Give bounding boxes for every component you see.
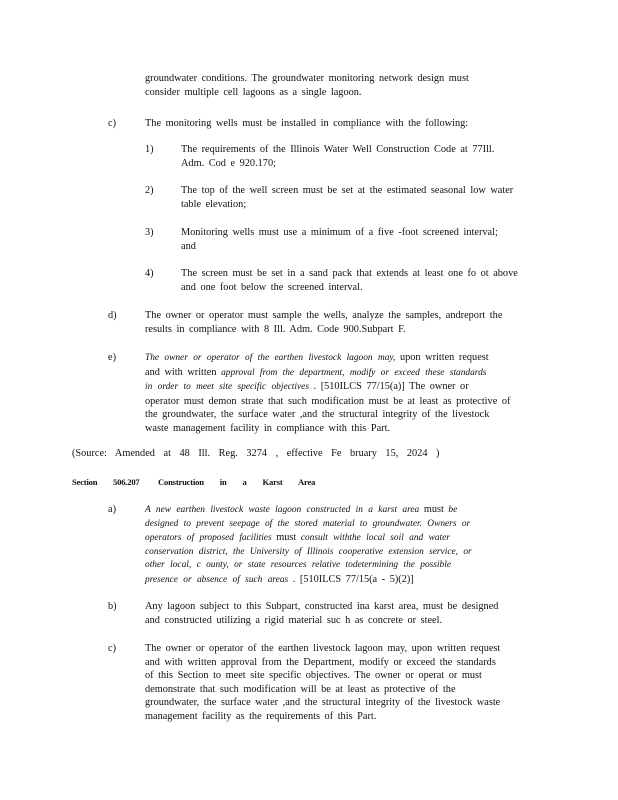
text-line: The top of the well screen must be set at the estimated seasonal low water bbox=[181, 185, 514, 196]
section-number: 506.207 bbox=[113, 477, 140, 487]
text-line: results in compliance with 8 Ill. Adm. Code 900.Subpart F. bbox=[145, 323, 406, 335]
text-line: conservation district, the University of Illinois cooperative extension service, or bbox=[145, 546, 472, 557]
text-line: operator must demon strate that such modification must be at least as protective of bbox=[145, 395, 511, 407]
italic-run: in order to meet site specific objectives bbox=[145, 382, 309, 393]
text-line: Monitoring wells must use a minimum of a five -foot screened interval; bbox=[181, 227, 498, 238]
sec-a-text bbox=[145, 503, 472, 588]
text-line: waste management facility in compliance with this Part. bbox=[145, 422, 391, 434]
text-line: of this Section to meet site specific objectives. The owner or operat or must bbox=[145, 670, 482, 682]
text-line: the groundwater, the surface water ,and the structural integrity of the livestock bbox=[145, 409, 490, 421]
text-line: The owner or operator must sample the wells, analyze the samples, andreport the bbox=[145, 310, 503, 321]
italic-run: A new earthen livestock waste lagoon constructed in a karst area bbox=[145, 505, 420, 515]
item-e-text bbox=[145, 351, 510, 436]
subitem-2-label: 2) bbox=[145, 185, 154, 196]
subitem-2-text bbox=[181, 184, 513, 211]
text-line: and constructed utilizing a rigid material suc h as concrete or steel. bbox=[145, 614, 443, 626]
text-line bbox=[145, 531, 472, 546]
text-line bbox=[145, 380, 510, 395]
text-line: Adm. Cod e 920.170; bbox=[181, 157, 276, 169]
plain-run: and with bbox=[145, 366, 183, 378]
item-d-label: d) bbox=[108, 310, 117, 321]
text-line: groundwater, the surface water ,and the structural integrity of the livestock waste bbox=[145, 697, 501, 709]
item-c-label: c) bbox=[108, 118, 116, 129]
sec-b-text bbox=[145, 600, 498, 627]
section-prefix: Section bbox=[72, 477, 98, 487]
plain-run: must bbox=[276, 532, 297, 544]
text-line: Any lagoon subject to this Subpart, constructed ina karst area, must be designed bbox=[145, 601, 499, 612]
italic-run: presence or absence of such areas bbox=[145, 574, 289, 585]
sec-a-label: a) bbox=[108, 504, 116, 515]
text-line: consider multiple cell lagoons as a single lagoon. bbox=[145, 86, 362, 98]
text-line bbox=[145, 351, 510, 366]
text-line: management facility as the requirements of this Part. bbox=[145, 710, 377, 722]
text-line: groundwater conditions. The groundwater monitoring network design must bbox=[145, 73, 469, 84]
item-d-text bbox=[145, 309, 502, 336]
plain-run: written bbox=[187, 366, 217, 378]
subitem-4-label: 4) bbox=[145, 268, 154, 279]
sec-c-label: c) bbox=[108, 643, 116, 654]
subitem-4-text bbox=[181, 267, 518, 294]
italic-run: operators of proposed facilities bbox=[145, 533, 272, 544]
italic-run: be bbox=[448, 505, 458, 515]
text-line: and with written approval from the Department, modify or exceed the standards bbox=[145, 656, 496, 668]
subitem-3-label: 3) bbox=[145, 227, 154, 238]
text-line: The owner or operator of the earthen livestock lagoon may, upon written request bbox=[145, 643, 501, 654]
text-line bbox=[145, 573, 472, 588]
plain-run: must bbox=[423, 504, 444, 515]
italic-run: The owner or operator of the earthen livestock lagoon may, bbox=[145, 353, 396, 363]
text-line: demonstrate that such modification will be at least as protective of the bbox=[145, 683, 456, 695]
item-e-label: e) bbox=[108, 352, 116, 363]
source-note: (Source: Amended at 48 Ill. Reg. 3274 , effective Fe bruary 15, 2024 ) bbox=[72, 448, 440, 459]
italic-run: consult withthe local soil and water bbox=[300, 533, 450, 544]
text-line: The screen must be set in a sand pack that extends at least one fo ot above bbox=[181, 268, 518, 279]
text-line: table elevation; bbox=[181, 198, 247, 210]
subitem-3-text bbox=[181, 226, 498, 253]
italic-run: approval from the department, modify or exceed these standards bbox=[221, 367, 487, 378]
subitem-1-label: 1) bbox=[145, 144, 154, 155]
item-c-text: The monitoring wells must be installed in compliance with the following: bbox=[145, 118, 469, 129]
sec-b-label: b) bbox=[108, 601, 117, 612]
section-title: Construction in a Karst Area bbox=[158, 477, 316, 487]
text-line: and one foot below the screened interval. bbox=[181, 281, 363, 293]
text-line: The requirements of the Illinois Water Well Construction Code at 77Ill. bbox=[181, 144, 495, 155]
text-line: designed to prevent seepage of the stored material to groundwater. Owners or bbox=[145, 518, 471, 529]
sec-c-text bbox=[145, 642, 500, 724]
plain-run: . [510ILCS 77/15(a - 5)(2)] bbox=[292, 573, 414, 585]
text-line: other local, c ounty, or state resources relative todetermining the possible bbox=[145, 560, 451, 571]
subitem-1-text bbox=[181, 143, 494, 170]
continuation-paragraph bbox=[145, 72, 469, 99]
text-line bbox=[145, 503, 472, 518]
text-line: and bbox=[181, 240, 196, 252]
plain-run: upon written request bbox=[399, 352, 489, 363]
text-line bbox=[145, 366, 510, 381]
plain-run: . [510ILCS 77/15(a)] The owner or bbox=[313, 381, 469, 393]
